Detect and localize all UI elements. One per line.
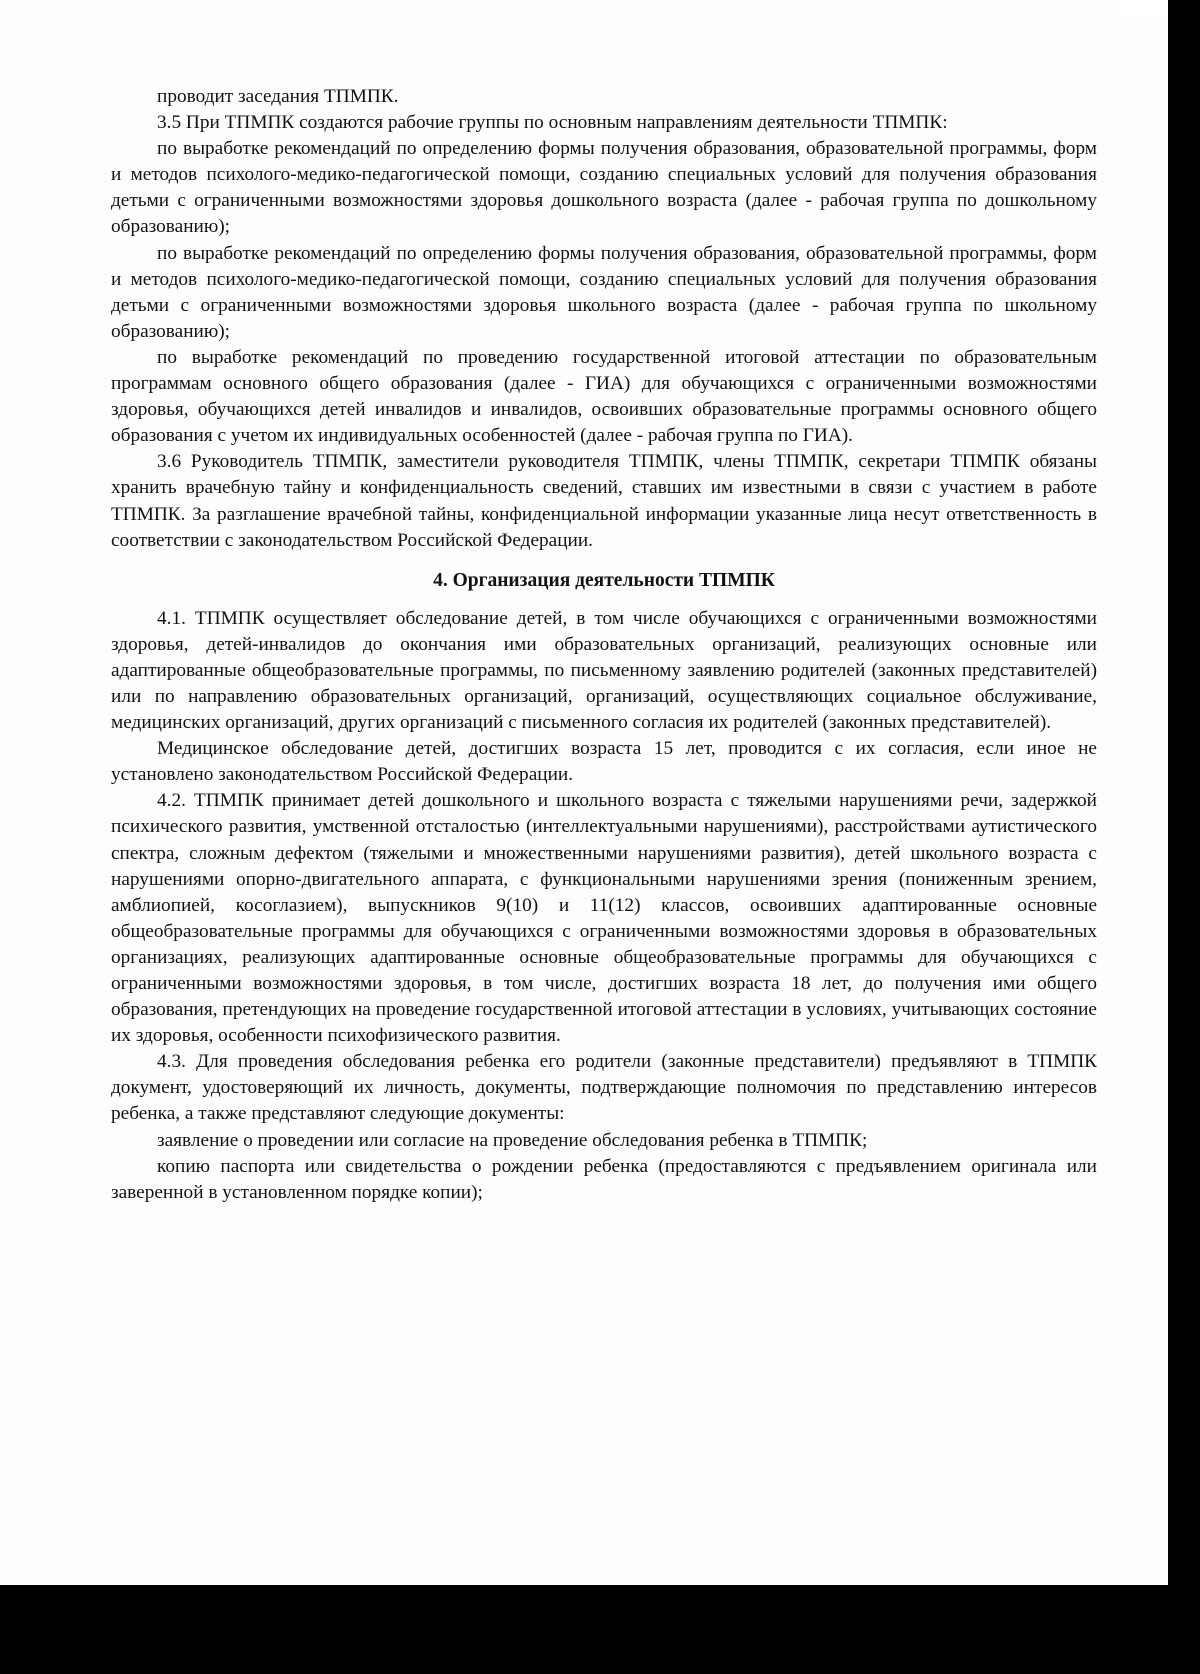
paragraph-4-3: 4.3. Для проведения обследования ребенка его родители (законные представители) предъявляют в ТПМПК документ, удостоверяющий их личность, документы, подтверждающие полномочия по представлению интересов ребенка, а также представляют следующие документы: [111, 1051, 1097, 1125]
scan-bottom-border [0, 1585, 1200, 1674]
document-body [111, 84, 1097, 1206]
paragraph-group-preschool: по выработке рекомендаций по определению формы получения образования, образовательной программы, форм и методов психолого-медико-педагогической помощи, созданию специальных условий для получения образования детьми с ограниченными возможностями здоровья дошкольного возраста (далее - рабочая группа по дошкольному образованию); [111, 138, 1097, 238]
paragraph-4-1: 4.1. ТПМПК осуществляет обследование детей, в том числе обучающихся с ограниченными возможностями здоровья, детей-инвалидов до окончания ими образовательных организаций, реализующих основные или адаптированные общеобразовательные программы, по письменному заявлению родителей (законных представителей) или по направлению образовательных организаций, организаций, осуществляющих социальное обслуживание, медицинских организаций, других организаций с письменного согласия их родителей (законных представителей). [111, 607, 1097, 734]
paragraph-passport: копию паспорта или свидетельства о рождении ребенка (предоставляются с предъявлением оригинала или заверенной в установленном порядке копии); [111, 1155, 1097, 1203]
scan-right-border [1168, 0, 1200, 1674]
paragraph-3-6: 3.6 Руководитель ТПМПК, заместители руководителя ТПМПК, члены ТПМПК, секретари ТПМПК обязаны хранить врачебную тайну и конфиденциальность сведений, ставших им известными в связи с участием в работе ТПМПК. За разглашение врачебной тайны, конфиденциальной информации указанные лица несут ответственность в соответствии с законодательством Российской Федерации. [111, 451, 1097, 551]
section-heading: 4. Организация деятельности ТПМПК [433, 569, 775, 591]
paragraph-group-gia: по выработке рекомендаций по проведению государственной итоговой аттестации по образовательным программам основного общего образования (далее - ГИА) для обучающихся с ограниченными возможностями здоровья, обучающихся детей инвалидов и инвалидов, освоивших образовательные программы основного общего образования с учетом их индивидуальных особенностей (далее - рабочая группа по ГИА). [111, 346, 1097, 447]
paragraph-4-2: 4.2. ТПМПК принимает детей дошкольного и школьного возраста с тяжелыми нарушениями речи, задержкой психического развития, умственной отсталостью (интеллектуальными нарушениями), расстройствами аутистического спектра, сложным дефектом (тяжелыми и множественными нарушениями развития), детей школьного возраста с нарушениями опорно-двигательного аппарата, с функциональными нарушениями зрения (пониженным зрением, амблиопией, косоглазием), выпускников 9(10) и 11(12) классов, освоивших адаптированные основные общеобразовательные программы для обучающихся с ограниченными возможностями здоровья в образовательных организациях, реализующих адаптированные основные общеобразовательные программы для обучающихся с ограниченными возможностями здоровья, в том числе, достигших возраста 18 лет, до получения ими общего образования, претендующих на проведение государственной итоговой аттестации в условиях, учитывающих состояние их здоровья, особенности психофизического развития. [111, 790, 1097, 1047]
paragraph-application: заявление о проведении или согласие на проведение обследования ребенка в ТПМПК; [157, 1129, 868, 1151]
paragraph-continued: проводит заседания ТПМПК. [157, 86, 399, 107]
paragraph-group-school: по выработке рекомендаций по определению формы получения образования, образовательной программы, форм и методов психолого-медико-педагогической помощи, созданию специальных условий для получения образования детьми с ограниченными возможностями здоровья школьного возраста (далее - рабочая группа по школьному образованию); [111, 242, 1097, 342]
paragraph-3-5: 3.5 При ТПМПК создаются рабочие группы по основным направлениям деятельности ТПМПК: [157, 112, 948, 134]
paragraph-medical-exam: Медицинское обследование детей, достигших возраста 15 лет, проводится с их согласия, если иное не установлено законодательством Российской Федерации. [111, 738, 1097, 786]
